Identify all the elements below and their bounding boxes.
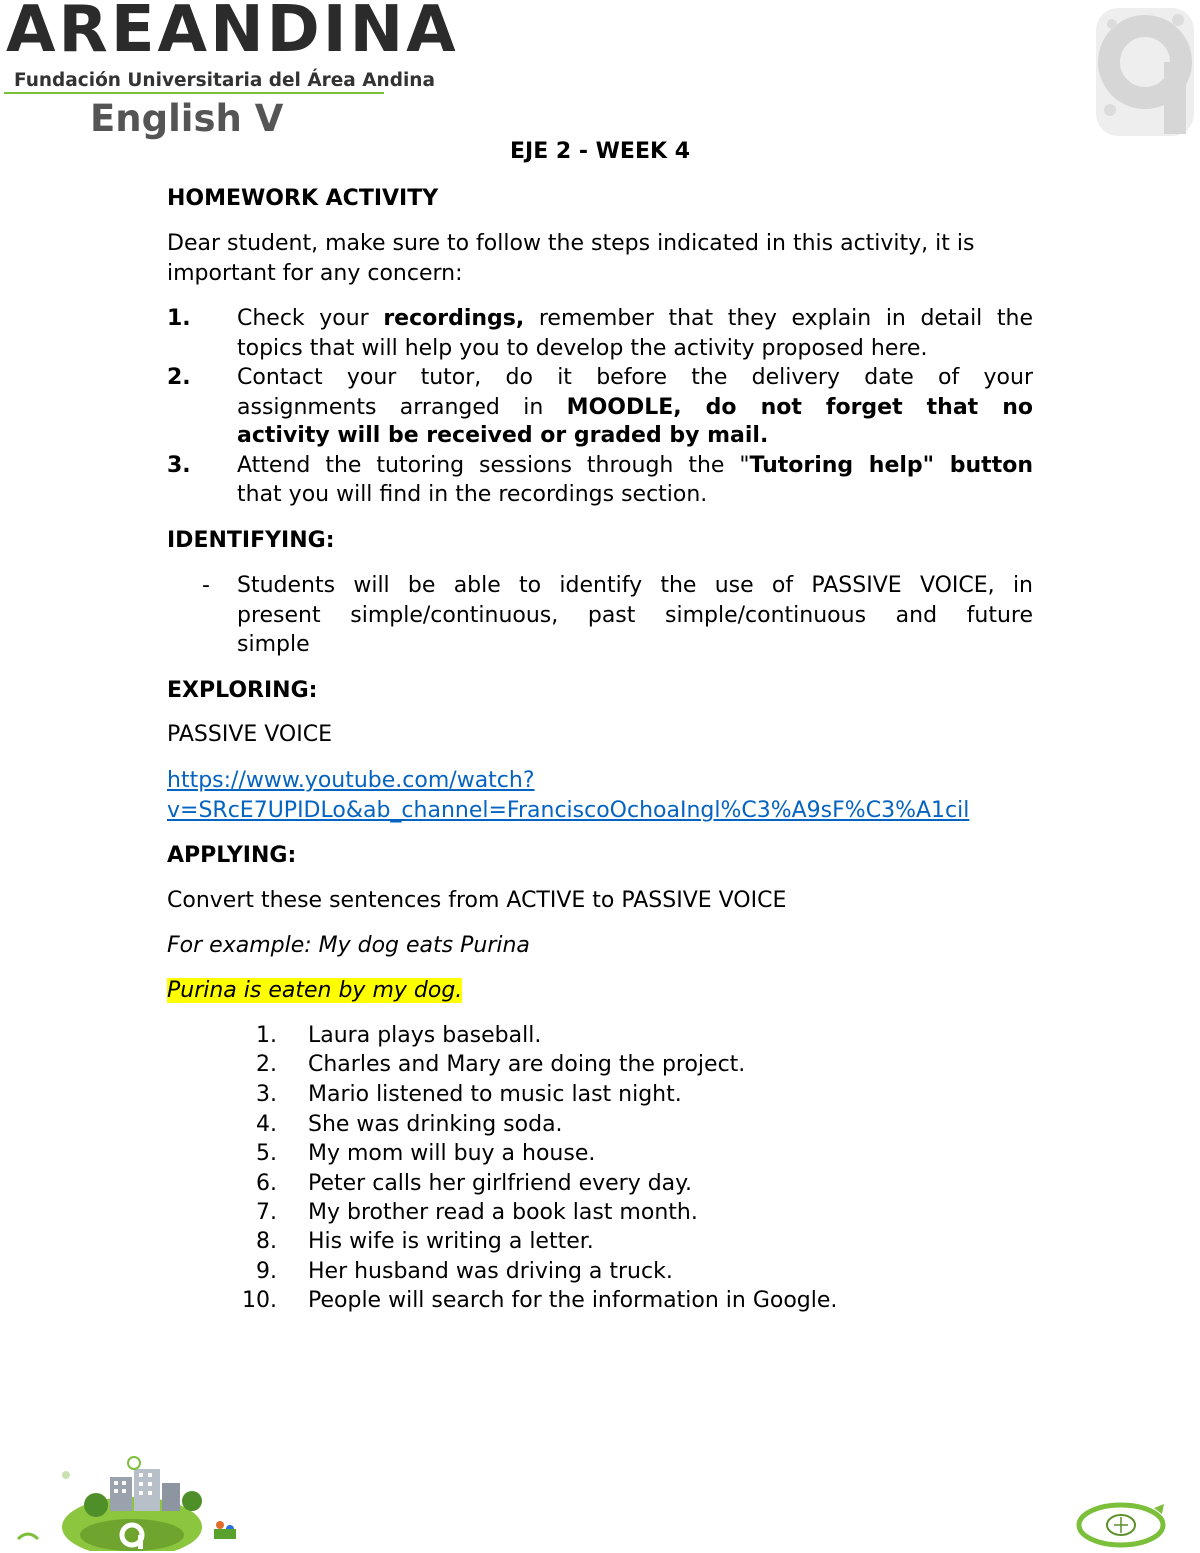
exploring-heading: EXPLORING: <box>167 678 318 703</box>
sentence-number: 6. <box>256 1171 277 1196</box>
example-answer <box>167 976 462 1006</box>
identifying-line-2: present simple/continuous, past simple/continuous and future <box>237 603 1033 628</box>
sentence-item: She was drinking soda. <box>308 1112 563 1137</box>
applying-heading: APPLYING: <box>167 843 297 868</box>
exploring-topic: PASSIVE VOICE <box>167 722 332 747</box>
homework-heading: HOMEWORK ACTIVITY <box>167 186 439 211</box>
areandina-emblem-icon <box>1092 0 1198 140</box>
sentence-item: Peter calls her girlfriend every day. <box>308 1171 693 1196</box>
course-title: English V <box>90 97 284 140</box>
sentence-number: 9. <box>256 1259 277 1284</box>
logo-underline <box>4 92 384 94</box>
sentence-item: Her husband was driving a truck. <box>308 1259 673 1284</box>
intro-line-2: important for any concern: <box>167 261 463 286</box>
areandina-logo: AREANDINA <box>6 0 459 67</box>
sentence-number: 7. <box>256 1200 277 1225</box>
eco-brain-badge-icon <box>1074 1500 1168 1550</box>
sentence-number: 10. <box>242 1288 277 1313</box>
example-sentence: For example: My dog eats Purina <box>167 933 530 958</box>
highlighted-answer: Purina is eaten by my dog. <box>167 978 463 1003</box>
step-number: 2. <box>167 365 191 390</box>
sentence-item: My brother read a book last month. <box>308 1200 698 1225</box>
sentence-number: 4. <box>256 1112 277 1137</box>
step-2-line-2: assignments arranged in MOODLE, do not forget that no <box>237 395 1033 420</box>
step-number: 3. <box>167 453 191 478</box>
sentence-item: My mom will buy a house. <box>308 1141 596 1166</box>
video-link[interactable]: v=SRcE7UPIDLo&ab_channel=FranciscoOchoaIngl%C3%A9sF%C3%A1cil <box>167 798 970 823</box>
sentence-item: People will search for the information in Google. <box>308 1288 838 1313</box>
step-3-line-2: that you will find in the recordings section. <box>237 482 708 507</box>
video-link[interactable]: https://www.youtube.com/watch? <box>167 768 535 793</box>
eco-campus-illustration-icon <box>14 1455 254 1551</box>
identifying-line-3: simple <box>237 632 310 657</box>
step-number: 1. <box>167 306 191 331</box>
step-3-line-1: Attend the tutoring sessions through the "Tutoring help" button <box>237 453 1033 478</box>
sentence-item: Charles and Mary are doing the project. <box>308 1052 746 1077</box>
step-1-line-2: topics that will help you to develop the activity proposed here. <box>237 336 928 361</box>
identifying-heading: IDENTIFYING: <box>167 528 335 553</box>
logo-subtitle: Fundación Universitaria del Área Andina <box>14 70 435 91</box>
applying-instruction: Convert these sentences from ACTIVE to PASSIVE VOICE <box>167 888 787 913</box>
intro-line-1: Dear student, make sure to follow the steps indicated in this activity, it is <box>167 231 975 256</box>
sentence-item: Mario listened to music last night. <box>308 1082 682 1107</box>
step-1-line-1: Check your recordings, remember that they explain in detail the <box>237 306 1033 331</box>
step-2-line-3: activity will be received or graded by mail. <box>237 423 769 448</box>
bullet-dash: - <box>202 573 210 598</box>
sentence-number: 3. <box>256 1082 277 1107</box>
sentence-number: 2. <box>256 1052 277 1077</box>
step-2-line-1: Contact your tutor, do it before the delivery date of your <box>237 365 1033 390</box>
sentence-number: 1. <box>256 1023 277 1048</box>
sentence-item: Laura plays baseball. <box>308 1023 542 1048</box>
sentence-number: 5. <box>256 1141 277 1166</box>
sentence-number: 8. <box>256 1229 277 1254</box>
page-title: EJE 2 - WEEK 4 <box>510 139 690 164</box>
identifying-line-1: Students will be able to identify the use of PASSIVE VOICE, in <box>237 573 1033 598</box>
sentence-item: His wife is writing a letter. <box>308 1229 594 1254</box>
